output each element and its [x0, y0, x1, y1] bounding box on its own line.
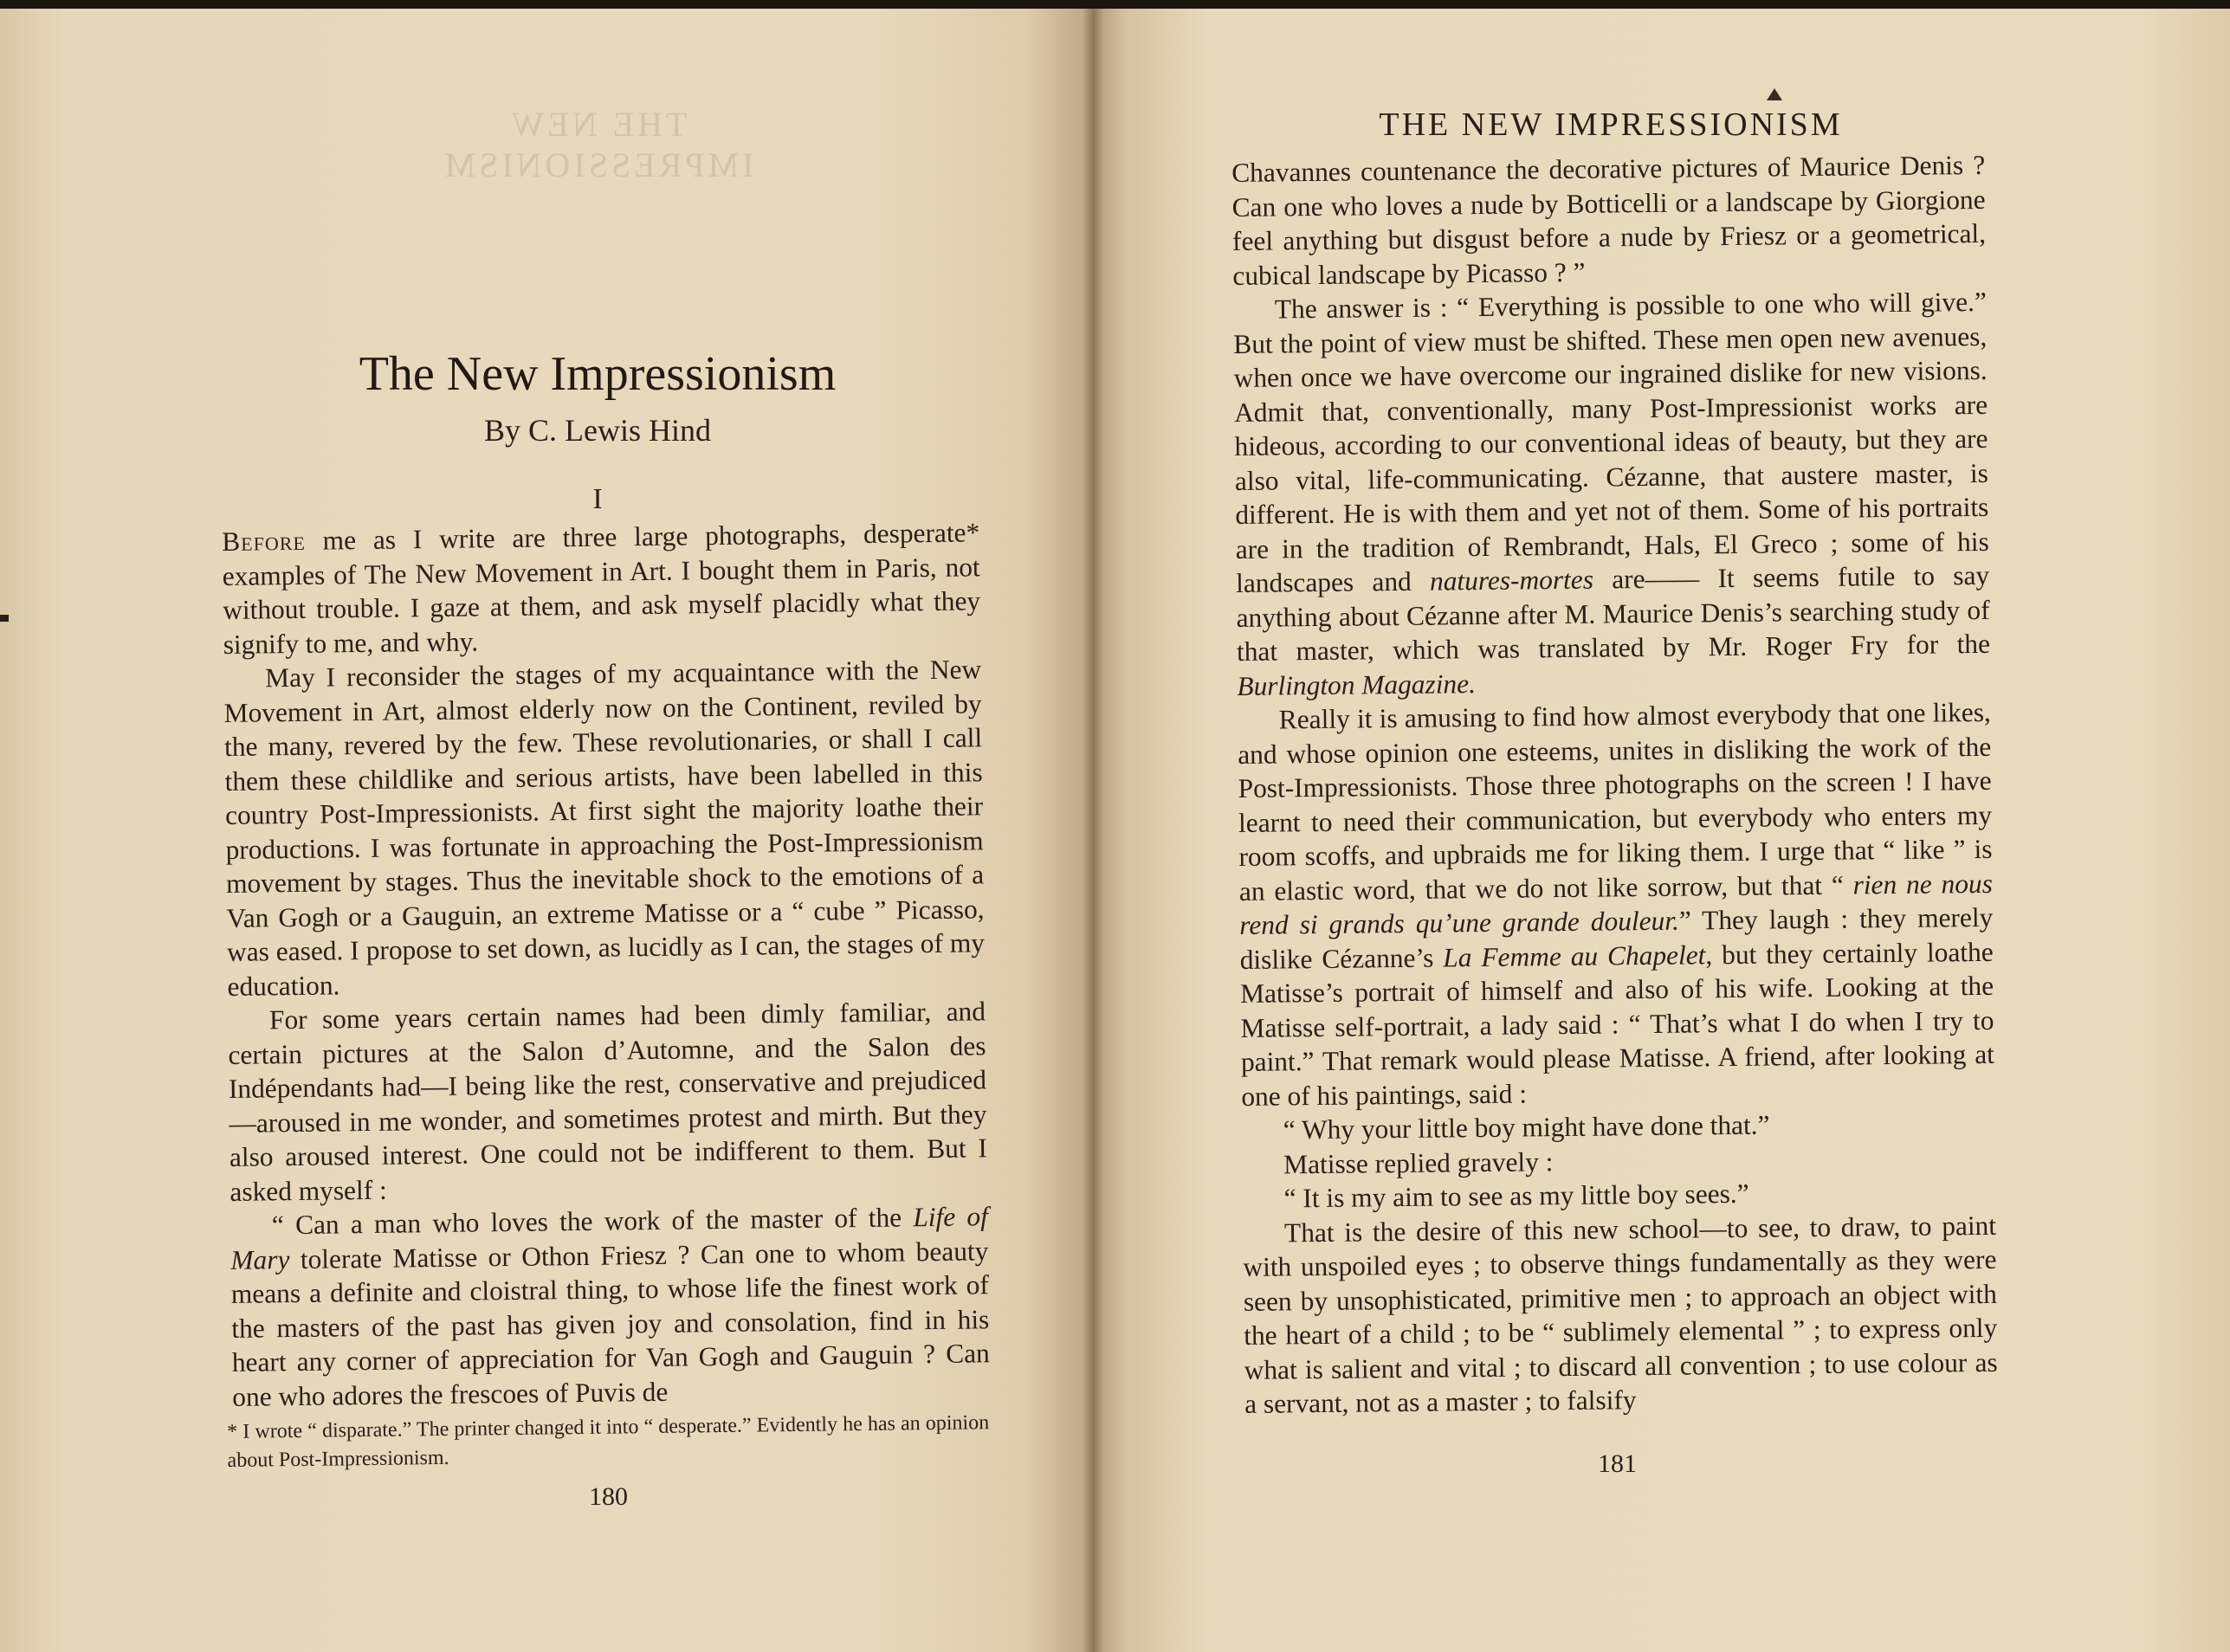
paragraph: “ Why your little boy might have done that.”	[1283, 1109, 1770, 1145]
paragraph-text: me as I write are three large photographs, desperate* examples of The New Movement in Art. I bought them in Paris, not without trouble. I gaze at them, and ask myself placidly what they signify to me, and why.	[222, 517, 981, 660]
italic-title: Burlington Magazine.	[1237, 668, 1477, 701]
book-spread	[0, 9, 2230, 1652]
article-title: The New Impressionism	[359, 347, 837, 401]
paragraph	[230, 1199, 991, 1414]
paragraph-text: , but they certainly loathe Matisse’s portrait of himself and also of his wife. Looking at the Matisse self-portrait, a lady said : “ That’s what I do when I try to paint.” That remark would please Matisse. A friend, after looking at one of his paintings, said :	[1239, 936, 1995, 1112]
italic-title: La Femme au Chapelet	[1443, 939, 1706, 972]
paragraph-text: tolerate Matisse or Othon Friesz ? Can one to whom beauty means a definite and cloistral thing, to whose life the finest work of the masters of the past has given joy and consolation, find in his heart any corner of appreciation for Van Gogh and Gauguin ? Can one who adores the frescoes of Puvis de	[230, 1235, 990, 1412]
left-page	[0, 9, 1093, 1652]
edge-mark	[0, 615, 9, 622]
paragraph	[222, 515, 981, 661]
paragraph: May I reconsider the stages of my acquaintance with the New Movement in Art, almost elderly now on the Continent, reviled by the many, revered by the few. These revolutionaries, or shall I call them these childlike and serious artists, have been labelled in this country Post-Impressionists. At first sight the majority loathe their productions. I was fortunate in approaching the Post-Impressionism movement by stages. Thus the inevitable shock to the emotions of a Van Gogh or a Gauguin, an extreme Matisse or a “ cube ” Picasso, was eased. I propose to set down, as lucidly as I can, the stages of my education.	[223, 654, 986, 1002]
book-gutter	[1083, 9, 1103, 1652]
paragraph: Matisse replied gravely :	[1283, 1145, 1554, 1179]
left-body-text	[222, 515, 990, 1414]
italic-text: natures-mortes	[1429, 564, 1594, 597]
paragraph-text: Really it is amusing to find how almost everybody that one likes, and whose opinion one esteems, unites in disliking the work of the Post-Impressionists. Those three photographs on the screen ! I have learnt to need their communication, but everybody who enters my room scoffs, and upbraids me for liking them. I urge that “ like ” is an elastic word, that we do not like sorrow, but that “	[1238, 696, 1993, 907]
paragraph	[1238, 695, 1995, 1113]
footnote: * I wrote “ disparate.” The printer changed it into “ desperate.” Evidently he has an opinion about Post-Impressionism.	[227, 1411, 990, 1472]
paragraph: Chavannes countenance the decorative pictures of Maurice Denis ? Can one who loves a nude by Botticelli or a landscape by Giorgione feel anything but disgust before a nude by Friesz or a geometrical, cubical landscape by Picasso ? ”	[1231, 149, 1987, 291]
italic-quote: rien ne nous rend si grands qu’une grande douleur.	[1239, 868, 1994, 940]
paragraph: That is the desire of this new school—to see, to draw, to paint with unspoiled eyes ; to observe things fundamentally as they were seen by unsophisticated, primitive men ; to approach an object with the heart of a child ; to be “ sublimely elemental ” ; to express only what is salient and vital ; to discard all convention ; to use colour as a servant, not as a master ; to falsify	[1243, 1210, 1998, 1419]
paragraph-text: ” They laugh : they merely dislike Cézanne’s	[1239, 901, 1994, 975]
paragraph-text: are—— It seems futile to say anything about Cézanne after M. Maurice Denis’s searching study of that master, which was translated by Mr. Roger Fry for the	[1236, 559, 1991, 667]
section-number: I	[592, 483, 603, 515]
page-number-left: 180	[589, 1482, 628, 1511]
article-byline: By C. Lewis Hind	[483, 413, 711, 448]
opening-word: Before	[222, 525, 307, 557]
paragraph: For some years certain names had been dimly familiar, and certain pictures at the Salon d’Automne, and the Salon des Indépendants had—I being like the rest, conservative and prejudiced—aroused in me wonder, and sometimes protest and mirth. But they also aroused interest. One could not be indifferent to them. But I asked myself :	[228, 996, 988, 1207]
italic-title: Life of Mary	[230, 1201, 989, 1275]
right-body-text	[1231, 148, 1998, 1422]
paragraph-text: The answer is : “ Everything is possible to one who will give.” But the point of view must be shifted. These men open new avenues, when once we have overcome our ingrained dislike for new visions. Admit that, conventionally, many Post-Impressionist works are hideous, according to our conventional ideas of beauty, but they are also vital, life-communicating. Cézanne, that austere master, is different. He is with them and yet not of them. Some of his portraits are in the tradition of Rembrandt, Hals, El Greco ; some of his landscapes and	[1233, 286, 1989, 598]
paragraph-text: “ Can a man who loves the work of the master of the	[271, 1202, 914, 1241]
caret-mark-icon	[1767, 88, 1782, 100]
paragraph	[1233, 285, 1991, 703]
page-number-right: 181	[1598, 1449, 1637, 1478]
running-head: THE NEW IMPRESSIONISM	[1379, 106, 1843, 143]
show-through-text: THE NEW IMPRESSIONISM	[441, 105, 754, 184]
paragraph: “ It is my aim to see as my little boy sees.”	[1283, 1178, 1749, 1214]
